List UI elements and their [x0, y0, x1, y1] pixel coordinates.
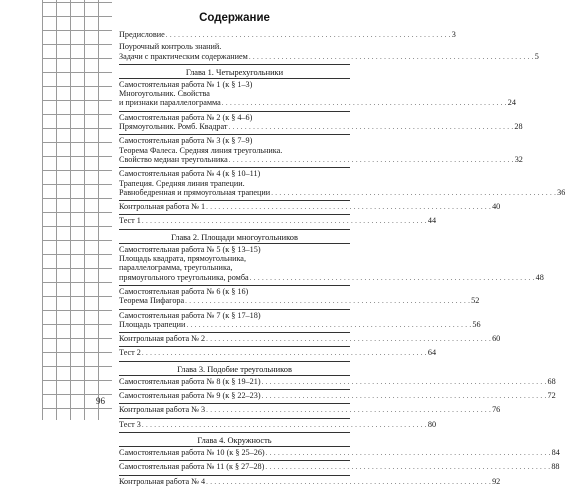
toc-entry-text: Площадь трапеции [119, 319, 186, 329]
toc-entry-text: Задачи с практическим содержанием [119, 51, 248, 61]
toc-entry-text: Контрольная работа № 1 [119, 202, 206, 212]
toc-entry-text: Самостоятельная работа № 8 (к § 19–21) [119, 376, 261, 386]
toc-entry-text: Предисловие [119, 30, 165, 39]
toc-page-number: 52 [471, 296, 480, 306]
toc-intro [119, 30, 539, 62]
divider [119, 346, 350, 347]
dot-leader [262, 392, 547, 401]
toc-page-number: 80 [427, 419, 437, 429]
toc-entry-text: Самостоятельная работа № 9 (к § 22–23) [119, 391, 261, 401]
toc-entry-text: Поурочный контроль знаний. [119, 42, 222, 52]
toc-entry [119, 405, 501, 415]
toc-entry [119, 136, 523, 165]
toc-entry [119, 310, 481, 331]
toc-entry [119, 79, 516, 109]
toc-entry-last-line [119, 216, 437, 226]
divider [119, 332, 350, 333]
divider [119, 229, 350, 230]
toc-entry-text: прямоугольного треугольника, ромба [119, 272, 249, 282]
toc-entry-last-line [119, 419, 437, 430]
toc-entry-text: Теорема Фалеса. Средняя линия треугольника. [119, 145, 283, 155]
toc-entry-last-line [119, 319, 481, 330]
toc-page-number: 40 [492, 202, 501, 212]
toc-entry [119, 30, 456, 40]
dot-leader [249, 53, 534, 62]
dot-leader [262, 378, 547, 387]
dot-leader [229, 156, 514, 165]
toc-page-number: 56 [472, 319, 481, 329]
toc-entry-last-line [119, 447, 560, 458]
toc-entry [119, 376, 556, 387]
dot-leader [142, 349, 427, 358]
toc-entry [119, 202, 501, 212]
toc-entry-text: Самостоятельная работа № 2 (к § 4–6) [119, 112, 253, 122]
grid-paper-margin [42, 0, 112, 420]
chapter-heading: Глава 2. Площади многоугольников [171, 232, 298, 242]
toc-entry-text: Тест 2 [119, 348, 141, 358]
divider [119, 389, 350, 390]
toc-page-number: 44 [427, 216, 437, 226]
dot-leader [266, 449, 551, 458]
toc-entry-text: Самостоятельная работа № 6 (к § 16) [119, 286, 249, 296]
toc-entry-text: Многоугольник. Свойства [119, 89, 210, 99]
divider [119, 64, 350, 65]
toc-page-number: 68 [547, 376, 556, 386]
toc-entry-text: и признаки параллелограмма [119, 98, 221, 108]
toc-entry-last-line [119, 154, 523, 165]
toc-entry-text: Самостоятельная работа № 10 (к § 25–26) [119, 447, 265, 457]
toc-entry [119, 334, 501, 344]
dot-leader [166, 31, 451, 40]
divider [119, 375, 350, 376]
divider [119, 475, 350, 476]
toc-page-number: 36 [557, 187, 565, 197]
toc-entry-text: Самостоятельная работа № 1 (к § 1–3) [119, 79, 253, 89]
toc-entry-last-line [119, 272, 544, 283]
divider [119, 214, 350, 215]
table-of-contents [119, 12, 565, 489]
toc-entry [119, 476, 501, 487]
toc-page-number: 5 [534, 51, 539, 61]
dot-leader [206, 335, 491, 344]
divider [119, 78, 350, 79]
toc-title: Содержание [199, 12, 270, 24]
divider [119, 243, 350, 244]
page-number: 96 [96, 396, 105, 406]
toc-entry-text: Теорема Пифагора [119, 296, 185, 306]
toc-entry-text: Самостоятельная работа № 4 (к § 10–11) [119, 169, 261, 179]
toc-entry-last-line [119, 376, 556, 387]
divider [119, 460, 350, 461]
toc-entry-text: Самостоятельная работа № 11 (к § 27–28) [119, 462, 265, 472]
divider [119, 446, 350, 447]
divider [119, 200, 350, 201]
divider [119, 403, 350, 404]
toc-entry [119, 286, 480, 307]
toc-entry [119, 42, 539, 62]
toc-page-number: 48 [535, 272, 544, 282]
toc-entry-last-line [119, 391, 556, 401]
dot-leader [265, 463, 550, 472]
toc-entry-text: Контрольная работа № 2 [119, 334, 206, 344]
toc-entry-text: Трапеция. Средняя линия трапеции. [119, 178, 245, 188]
toc-entry-last-line [119, 122, 523, 132]
toc-page-number: 76 [492, 405, 501, 415]
dot-leader [186, 321, 471, 330]
toc-page-number: 28 [514, 122, 523, 132]
dot-leader [206, 478, 491, 487]
toc-entry-text: Прямоугольник. Ромб. Квадрат [119, 122, 228, 132]
toc-entry-last-line [119, 476, 501, 487]
toc-page-number: 3 [451, 30, 456, 39]
toc-entry-text: Тест 1 [119, 216, 141, 226]
toc-entry [119, 419, 437, 430]
dot-leader [271, 189, 556, 198]
divider [119, 167, 350, 168]
toc-entry [119, 244, 544, 283]
toc-entry [119, 169, 565, 198]
toc-entry-text: Самостоятельная работа № 5 (к § 13–15) [119, 244, 261, 254]
toc-entry [119, 348, 437, 358]
dot-leader [250, 274, 535, 283]
toc-page-number: 32 [514, 154, 523, 164]
toc-entry [119, 112, 523, 133]
toc-page-number: 64 [427, 348, 437, 358]
toc-entry-last-line [119, 296, 480, 306]
toc-entry-text: Контрольная работа № 3 [119, 405, 206, 415]
dot-leader [142, 217, 427, 226]
toc-entry-last-line [119, 98, 516, 108]
toc-entry-last-line [119, 405, 501, 415]
toc-entry-last-line [119, 348, 437, 358]
divider [119, 309, 350, 310]
toc-entry-text: Площадь квадрата, прямоугольника, [119, 254, 246, 264]
toc-entry-last-line [119, 334, 501, 344]
toc-entry-text: Свойство медиан треугольника [119, 154, 228, 164]
toc-entry [119, 391, 556, 401]
chapter-heading: Глава 4. Окружность [197, 435, 272, 445]
dot-leader [206, 203, 491, 212]
toc-entry [119, 447, 560, 458]
toc-page-number: 88 [551, 462, 560, 472]
divider [119, 432, 350, 433]
toc-page-number: 84 [551, 447, 560, 457]
toc-entry-text: Самостоятельная работа № 3 (к § 7–9) [119, 136, 253, 146]
chapter-heading: Глава 3. Подобие треугольников [177, 364, 292, 374]
dot-leader [228, 123, 513, 132]
toc-chapters [119, 64, 565, 487]
toc-entry-last-line [119, 202, 501, 212]
toc-entry [119, 462, 560, 472]
divider [119, 361, 350, 362]
dot-leader [142, 421, 427, 430]
divider [119, 111, 350, 112]
divider [119, 418, 350, 419]
toc-entry [119, 216, 437, 226]
toc-entry-last-line [119, 51, 539, 62]
dot-leader [206, 406, 491, 415]
toc-entry-text: Самостоятельная работа № 7 (к § 17–18) [119, 310, 261, 320]
divider [119, 285, 350, 286]
toc-entry-text: параллелограмма, треугольника, [119, 263, 233, 273]
toc-entry-text: Тест 3 [119, 419, 141, 429]
toc-entry-last-line [119, 462, 560, 472]
toc-entry-text: Равнобедренная и прямоугольная трапеции [119, 187, 271, 197]
dot-leader [185, 297, 470, 306]
toc-entry-last-line [119, 187, 565, 198]
toc-page-number: 24 [507, 98, 516, 108]
dot-leader [222, 99, 507, 108]
toc-page-number: 72 [547, 391, 556, 401]
toc-page-number: 60 [492, 334, 501, 344]
chapter-heading: Глава 1. Четырехугольники [185, 67, 284, 77]
toc-entry-text: Контрольная работа № 4 [119, 476, 206, 486]
divider [119, 134, 350, 135]
toc-entry-last-line [119, 30, 456, 40]
toc-page-number: 92 [492, 476, 501, 486]
